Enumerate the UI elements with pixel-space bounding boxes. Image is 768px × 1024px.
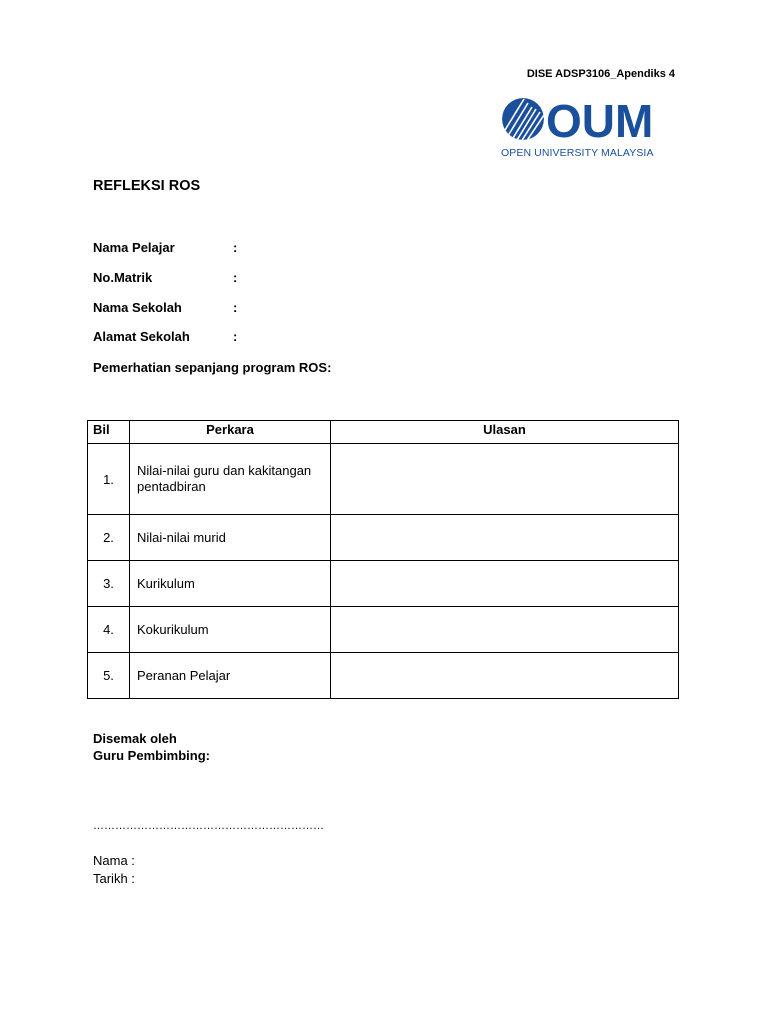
row-item: Kokurikulum <box>130 607 331 653</box>
logo-subtitle: OPEN UNIVERSITY MALAYSIA <box>501 147 654 159</box>
row-number: 3. <box>88 561 130 607</box>
field-separator: : <box>233 300 238 315</box>
field-separator: : <box>233 329 238 344</box>
field-nama-pelajar <box>93 240 237 255</box>
row-number: 5. <box>88 653 130 699</box>
review-line-2: Guru Pembimbing: <box>93 748 210 763</box>
row-item: Peranan Pelajar <box>130 653 331 699</box>
page-title: REFLEKSI ROS <box>93 178 201 194</box>
row-item: Nilai-nilai guru dan kakitangan pentadbiran <box>130 444 331 515</box>
oum-logo <box>500 95 670 161</box>
row-item: Kurikulum <box>130 561 331 607</box>
signature-date-label: Tarikh : <box>93 871 135 886</box>
row-comment <box>331 515 679 561</box>
logo-wordmark: OUM <box>546 95 654 145</box>
table-row <box>88 653 679 699</box>
review-line-1: Disemak oleh <box>93 731 177 746</box>
document-code: DISE ADSP3106_Apendiks 4 <box>526 68 675 80</box>
row-number: 1. <box>88 444 130 515</box>
row-comment <box>331 607 679 653</box>
row-comment <box>331 653 679 699</box>
row-number: 2. <box>88 515 130 561</box>
header-bil: Bil <box>88 421 130 444</box>
table-row <box>88 515 679 561</box>
field-no-matrik <box>93 270 237 285</box>
table-row <box>88 561 679 607</box>
table-header-row <box>88 421 679 444</box>
field-label: No.Matrik <box>93 270 153 285</box>
field-separator: : <box>233 270 238 285</box>
field-label: Nama Sekolah <box>93 300 182 315</box>
field-nama-sekolah <box>93 300 237 315</box>
review-block <box>93 730 210 764</box>
reflection-table <box>87 420 679 699</box>
field-separator: : <box>233 240 238 255</box>
header-perkara: Perkara <box>130 421 331 444</box>
signature-line: ……………………………………………………… <box>93 820 324 832</box>
row-comment <box>331 444 679 515</box>
row-item: Nilai-nilai murid <box>130 515 331 561</box>
observation-heading: Pemerhatian sepanjang program ROS: <box>93 360 332 375</box>
field-label: Alamat Sekolah <box>93 329 190 344</box>
field-label: Nama Pelajar <box>93 240 175 255</box>
table-row <box>88 607 679 653</box>
table-row <box>88 444 679 515</box>
row-comment <box>331 561 679 607</box>
oum-logo-icon <box>500 95 670 145</box>
signature-name-label: Nama : <box>93 853 135 868</box>
row-number: 4. <box>88 607 130 653</box>
header-ulasan: Ulasan <box>331 421 679 444</box>
field-alamat-sekolah <box>93 329 237 344</box>
